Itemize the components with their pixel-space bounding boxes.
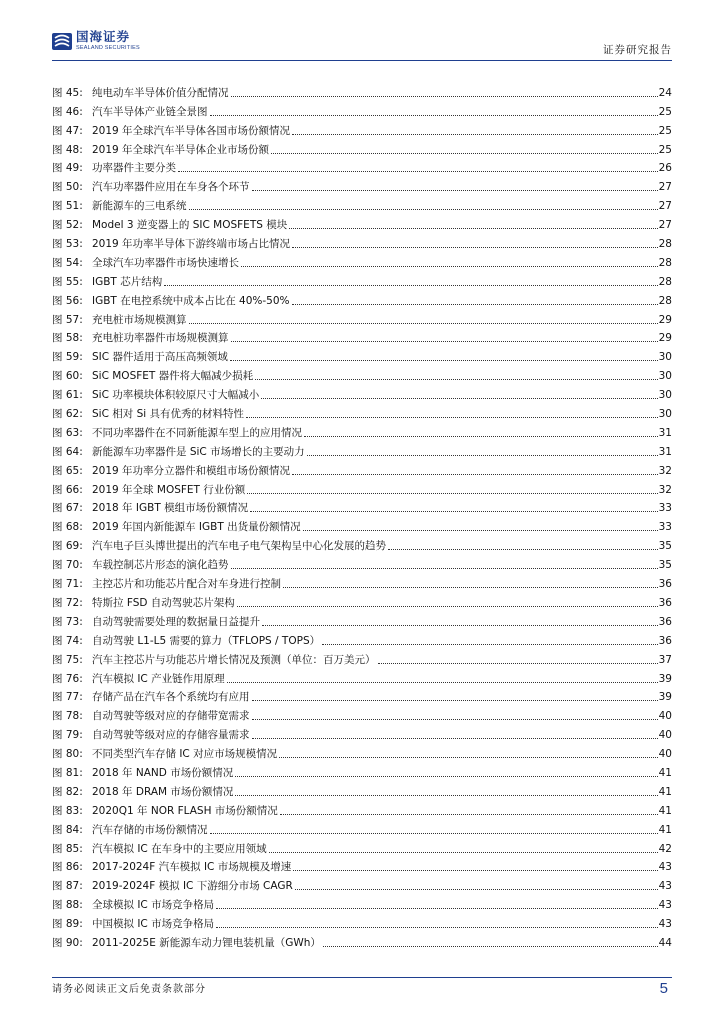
dot-leader xyxy=(241,266,658,267)
page-ref: 28 xyxy=(658,294,672,307)
toc-entry[interactable] xyxy=(52,402,672,421)
toc-entry[interactable] xyxy=(52,345,672,364)
page-ref: 43 xyxy=(658,918,672,931)
figure-number: 图 70: xyxy=(52,559,83,572)
figure-title: 汽车功率器件应用在车身各个环节 xyxy=(92,181,250,194)
figure-number: 图 84: xyxy=(52,823,83,836)
dot-leader xyxy=(189,323,658,324)
dot-leader xyxy=(322,644,658,645)
figure-number: 图 71: xyxy=(52,578,83,591)
page-ref: 27 xyxy=(658,200,672,213)
page-ref: 31 xyxy=(658,445,672,458)
dot-leader xyxy=(235,795,657,796)
figure-number: 图 73: xyxy=(52,615,83,628)
page-ref: 36 xyxy=(658,634,672,647)
figure-number: 图 62: xyxy=(52,408,83,421)
dot-leader xyxy=(289,228,657,229)
figure-number: 图 74: xyxy=(52,634,83,647)
page-ref: 29 xyxy=(658,332,672,345)
figure-number: 图 80: xyxy=(52,748,83,761)
figure-title: 功率器件主要分类 xyxy=(92,162,176,175)
dot-leader xyxy=(216,908,658,909)
figure-title: 主控芯片和功能芯片配合对车身进行控制 xyxy=(92,578,281,591)
toc-entry[interactable] xyxy=(52,232,672,251)
figure-number: 图 67: xyxy=(52,502,83,515)
dot-leader xyxy=(231,96,658,97)
toc-entry[interactable] xyxy=(52,459,672,478)
figure-number: 图 66: xyxy=(52,483,83,496)
figure-number: 图 65: xyxy=(52,464,83,477)
dot-leader xyxy=(283,587,658,588)
toc-entry[interactable] xyxy=(52,686,672,705)
toc-entry[interactable] xyxy=(52,138,672,157)
toc-entry[interactable] xyxy=(52,81,672,100)
dot-leader xyxy=(280,814,658,815)
brand-name-en: SEALAND SECURITIES xyxy=(76,45,140,51)
toc-entry[interactable] xyxy=(52,289,672,308)
figure-number: 图 64: xyxy=(52,445,83,458)
page-ref: 39 xyxy=(658,672,672,685)
dot-leader xyxy=(292,304,658,305)
figure-title: 2018 年 IGBT 模组市场份额情况 xyxy=(92,502,249,515)
figure-title: 自动驾驶等级对应的存储带宽需求 xyxy=(92,710,250,723)
figure-number: 图 47: xyxy=(52,124,83,137)
figure-number: 图 83: xyxy=(52,804,83,817)
report-type-label: 证券研究报告 xyxy=(603,44,672,56)
toc-entry[interactable] xyxy=(52,194,672,213)
dot-leader xyxy=(293,870,657,871)
dot-leader xyxy=(252,719,658,720)
disclaimer-note: 请务必阅读正文后免责条款部分 xyxy=(52,984,206,995)
figure-number: 图 81: xyxy=(52,766,83,779)
dot-leader xyxy=(292,247,658,248)
toc-entry[interactable] xyxy=(52,761,672,780)
figure-title: 汽车存储的市场份额情况 xyxy=(92,823,208,836)
page-ref: 41 xyxy=(658,766,672,779)
toc-entry[interactable] xyxy=(52,534,672,553)
dot-leader xyxy=(189,209,658,210)
figure-number: 图 57: xyxy=(52,313,83,326)
toc-entry[interactable] xyxy=(52,742,672,761)
figure-number: 图 46: xyxy=(52,105,83,118)
figure-title: IGBT 在电控系统中成本占比在 40%-50% xyxy=(92,294,290,307)
page-ref: 32 xyxy=(658,464,672,477)
toc-entry[interactable] xyxy=(52,912,672,931)
toc-entry[interactable] xyxy=(52,364,672,383)
dot-leader xyxy=(210,115,658,116)
figure-title: 2018 年 NAND 市场份额情况 xyxy=(92,766,234,779)
page-ref: 41 xyxy=(658,785,672,798)
toc-entry[interactable] xyxy=(52,818,672,837)
figure-title: 全球汽车功率器件市场快速增长 xyxy=(92,256,239,269)
figure-number: 图 56: xyxy=(52,294,83,307)
page-ref: 31 xyxy=(658,426,672,439)
page-ref: 40 xyxy=(658,710,672,723)
toc-entry[interactable] xyxy=(52,893,672,912)
figure-number: 图 88: xyxy=(52,899,83,912)
dot-leader xyxy=(261,398,657,399)
page-ref: 25 xyxy=(658,143,672,156)
figure-number: 图 75: xyxy=(52,653,83,666)
toc-entry[interactable] xyxy=(52,100,672,119)
page-ref: 37 xyxy=(658,653,672,666)
figure-title: 自动驾驶等级对应的存储容量需求 xyxy=(92,729,250,742)
figure-number: 图 79: xyxy=(52,729,83,742)
toc-entry[interactable] xyxy=(52,421,672,440)
figure-title: 2019 年全球汽车半导体企业市场份额 xyxy=(92,143,270,156)
dot-leader xyxy=(247,493,657,494)
figure-number: 图 49: xyxy=(52,162,83,175)
figure-title: 2019 年全球汽车半导体各国市场份额情况 xyxy=(92,124,291,137)
toc-entry[interactable] xyxy=(52,478,672,497)
toc-entry[interactable] xyxy=(52,553,672,572)
figure-title: 不同类型汽车存储 IC 对应市场规模情况 xyxy=(92,748,278,761)
dot-leader xyxy=(307,455,658,456)
toc-entry[interactable] xyxy=(52,572,672,591)
dot-leader xyxy=(231,341,658,342)
toc-entry[interactable] xyxy=(52,213,672,232)
sealand-logo-icon xyxy=(52,30,72,52)
toc-entry[interactable] xyxy=(52,648,672,667)
dot-leader xyxy=(237,606,658,607)
toc-entry[interactable] xyxy=(52,440,672,459)
page-ref: 28 xyxy=(658,238,672,251)
page-ref: 24 xyxy=(658,86,672,99)
page-ref: 30 xyxy=(658,370,672,383)
dot-leader xyxy=(292,134,658,135)
page-ref: 28 xyxy=(658,275,672,288)
figure-number: 图 52: xyxy=(52,219,83,232)
page-header xyxy=(52,30,672,60)
figure-title: 车载控制芯片形态的演化趋势 xyxy=(92,559,229,572)
figure-title: Model 3 逆变器上的 SIC MOSFETS 模块 xyxy=(92,219,288,232)
figure-title: 2017-2024F 汽车模拟 IC 市场规模及增速 xyxy=(92,861,292,874)
dot-leader xyxy=(304,436,658,437)
page-ref: 32 xyxy=(658,483,672,496)
page-ref: 33 xyxy=(658,521,672,534)
page-ref: 28 xyxy=(658,256,672,269)
figure-number: 图 69: xyxy=(52,540,83,553)
figure-number: 图 63: xyxy=(52,426,83,439)
figure-title: 汽车模拟 IC 产业链作用原理 xyxy=(92,672,225,685)
dot-leader xyxy=(235,776,657,777)
toc-entry[interactable] xyxy=(52,629,672,648)
brand-logo xyxy=(52,30,140,56)
figure-title: 2020Q1 年 NOR FLASH 市场份额情况 xyxy=(92,804,278,817)
dot-leader xyxy=(262,625,658,626)
figure-number: 图 59: xyxy=(52,351,83,364)
toc-entry[interactable] xyxy=(52,874,672,893)
figure-number: 图 90: xyxy=(52,936,83,949)
figure-title: 存储产品在汽车各个系统均有应用 xyxy=(92,691,250,704)
page-number: 5 xyxy=(659,980,668,997)
dot-leader xyxy=(378,663,658,664)
dot-leader xyxy=(255,379,657,380)
figure-title: 2019 年国内新能源车 IGBT 出货量份额情况 xyxy=(92,521,301,534)
figure-title: 2019 年功率半导体下游终端市场占比情况 xyxy=(92,238,291,251)
toc-entry[interactable] xyxy=(52,119,672,138)
toc-entry[interactable] xyxy=(52,610,672,629)
header-divider xyxy=(52,60,672,61)
dot-leader xyxy=(252,190,658,191)
page-ref: 25 xyxy=(658,105,672,118)
page-ref: 29 xyxy=(658,313,672,326)
figure-title: 汽车主控芯片与功能芯片增长情况及预测（单位：百万美元） xyxy=(92,653,376,666)
dot-leader xyxy=(227,682,658,683)
figure-number: 图 87: xyxy=(52,880,83,893)
dot-leader xyxy=(269,852,658,853)
figure-title: IGBT 芯片结构 xyxy=(92,275,163,288)
dot-leader xyxy=(279,757,658,758)
page-ref: 35 xyxy=(658,559,672,572)
dot-leader xyxy=(252,738,658,739)
figure-number: 图 61: xyxy=(52,389,83,402)
dot-leader xyxy=(178,171,658,172)
figure-number: 图 85: xyxy=(52,842,83,855)
page-ref: 35 xyxy=(658,540,672,553)
figure-title: 自动驾驶 L1-L5 需要的算力（TFLOPS / TOPS） xyxy=(92,634,321,647)
figure-number: 图 51: xyxy=(52,200,83,213)
toc-entry[interactable] xyxy=(52,251,672,270)
page-ref: 41 xyxy=(658,804,672,817)
dot-leader xyxy=(164,285,657,286)
page-ref: 33 xyxy=(658,502,672,515)
page-ref: 27 xyxy=(658,219,672,232)
page-ref: 30 xyxy=(658,408,672,421)
figure-title: 汽车半导体产业链全景图 xyxy=(92,105,208,118)
figure-title: SiC 相对 Si 具有优秀的材料特性 xyxy=(92,408,245,421)
page-ref: 43 xyxy=(658,880,672,893)
toc-entry[interactable] xyxy=(52,157,672,176)
page-ref: 26 xyxy=(658,162,672,175)
figure-title: 新能源车功率器件是 SiC 市场增长的主要动力 xyxy=(92,445,305,458)
toc-entry[interactable] xyxy=(52,704,672,723)
dot-leader xyxy=(252,700,658,701)
toc-entry[interactable] xyxy=(52,799,672,818)
figure-title: 充电桩市场规模测算 xyxy=(92,313,187,326)
figure-number: 图 58: xyxy=(52,332,83,345)
toc-entry[interactable] xyxy=(52,667,672,686)
figure-title: 新能源车的三电系统 xyxy=(92,200,187,213)
figure-number: 图 82: xyxy=(52,785,83,798)
figure-number: 图 55: xyxy=(52,275,83,288)
brand-name-cn: 国海证券 xyxy=(76,29,131,44)
dot-leader xyxy=(295,889,658,890)
toc-entry[interactable] xyxy=(52,591,672,610)
figure-title: 中国模拟 IC 市场竞争格局 xyxy=(92,918,215,931)
toc-entry[interactable] xyxy=(52,931,672,950)
toc-entry[interactable] xyxy=(52,780,672,799)
page-ref: 27 xyxy=(658,181,672,194)
toc-entry[interactable] xyxy=(52,270,672,289)
toc-entry[interactable] xyxy=(52,723,672,742)
figure-number: 图 54: xyxy=(52,256,83,269)
page-ref: 39 xyxy=(658,691,672,704)
dot-leader xyxy=(303,530,658,531)
page-ref: 30 xyxy=(658,351,672,364)
figure-title: 全球模拟 IC 市场竞争格局 xyxy=(92,899,215,912)
footer-divider xyxy=(52,977,672,978)
toc-entry[interactable] xyxy=(52,383,672,402)
toc-entry[interactable] xyxy=(52,515,672,534)
figure-title: 2019 年全球 MOSFET 行业份额 xyxy=(92,483,246,496)
page-ref: 40 xyxy=(658,748,672,761)
page-ref: 43 xyxy=(658,861,672,874)
toc-entry[interactable] xyxy=(52,327,672,346)
figure-number: 图 76: xyxy=(52,672,83,685)
figure-number: 图 78: xyxy=(52,710,83,723)
figure-number: 图 50: xyxy=(52,181,83,194)
dot-leader xyxy=(231,568,658,569)
toc-entry[interactable] xyxy=(52,175,672,194)
figure-title: 2019-2024F 模拟 IC 下游细分市场 CAGR xyxy=(92,880,293,893)
toc-entry[interactable] xyxy=(52,856,672,875)
dot-leader xyxy=(230,360,658,361)
figure-number: 图 89: xyxy=(52,918,83,931)
figure-number: 图 72: xyxy=(52,596,83,609)
page-ref: 25 xyxy=(658,124,672,137)
figure-title: 自动驾驶需要处理的数据量日益提升 xyxy=(92,615,260,628)
figure-number: 图 53: xyxy=(52,238,83,251)
dot-leader xyxy=(271,153,658,154)
dot-leader xyxy=(216,927,658,928)
figure-title: 充电桩功率器件市场规模测算 xyxy=(92,332,229,345)
figure-number: 图 86: xyxy=(52,861,83,874)
page-ref: 36 xyxy=(658,578,672,591)
page-ref: 40 xyxy=(658,729,672,742)
figure-title: 不同功率器件在不同新能源车型上的应用情况 xyxy=(92,426,302,439)
figure-number: 图 48: xyxy=(52,143,83,156)
dot-leader xyxy=(388,549,658,550)
figure-title: 2018 年 DRAM 市场份额情况 xyxy=(92,785,234,798)
toc-entry[interactable] xyxy=(52,837,672,856)
figure-title: SiC MOSFET 器件将大幅减少损耗 xyxy=(92,370,254,383)
page-ref: 43 xyxy=(658,899,672,912)
figure-title: SIC 器件适用于高压高频领域 xyxy=(92,351,228,364)
toc-entry[interactable] xyxy=(52,497,672,516)
figure-list xyxy=(52,81,672,950)
figure-title: 纯电动车半导体价值分配情况 xyxy=(92,86,229,99)
page-ref: 30 xyxy=(658,389,672,402)
dot-leader xyxy=(323,946,658,947)
page-ref: 36 xyxy=(658,596,672,609)
figure-number: 图 77: xyxy=(52,691,83,704)
page-ref: 36 xyxy=(658,615,672,628)
dot-leader xyxy=(292,474,658,475)
page-ref: 44 xyxy=(658,936,672,949)
dot-leader xyxy=(250,511,658,512)
figure-number: 图 60: xyxy=(52,370,83,383)
figure-title: 2019 年功率分立器件和模组市场份额情况 xyxy=(92,464,291,477)
figure-title: SiC 功率模块体积较原尺寸大幅减小 xyxy=(92,389,260,402)
page-ref: 42 xyxy=(658,842,672,855)
figure-number: 图 68: xyxy=(52,521,83,534)
figure-number: 图 45: xyxy=(52,86,83,99)
dot-leader xyxy=(210,833,658,834)
figure-title: 特斯拉 FSD 自动驾驶芯片架构 xyxy=(92,596,235,609)
dot-leader xyxy=(246,417,658,418)
page-ref: 41 xyxy=(658,823,672,836)
figure-title: 2011-2025E 新能源车动力锂电装机量（GWh） xyxy=(92,936,321,949)
figure-title: 汽车电子巨头博世提出的汽车电子电气架构呈中心化发展的趋势 xyxy=(92,540,386,553)
figure-title: 汽车模拟 IC 在车身中的主要应用领域 xyxy=(92,842,267,855)
toc-entry[interactable] xyxy=(52,308,672,327)
